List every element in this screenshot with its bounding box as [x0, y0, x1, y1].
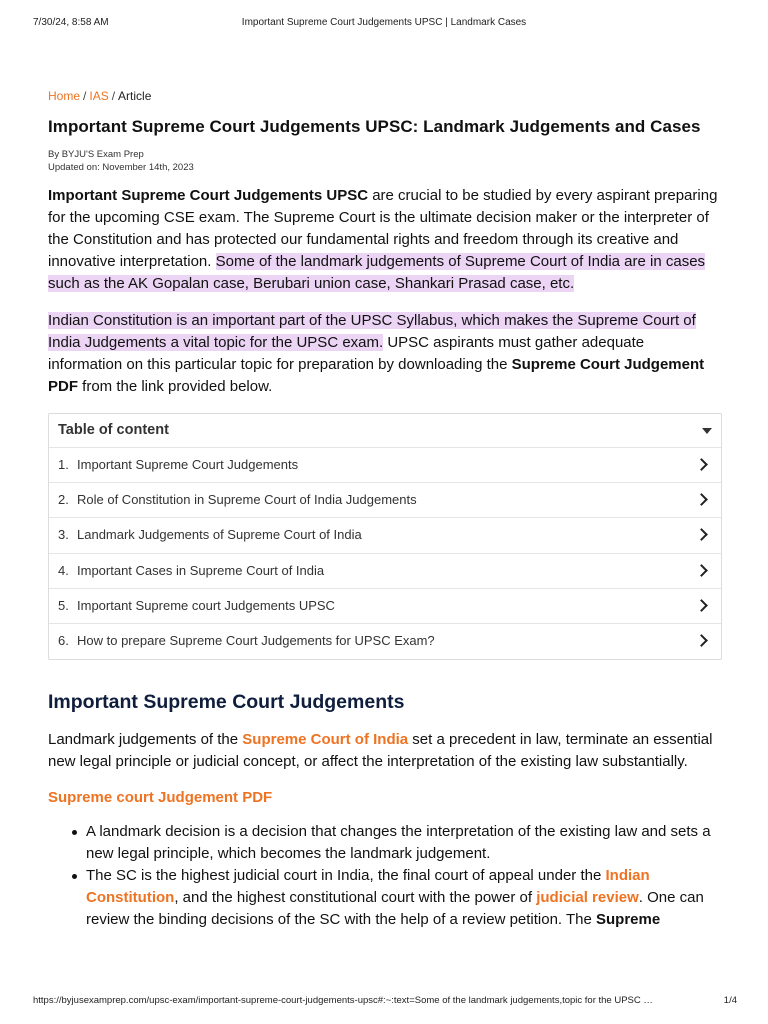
toc-item[interactable]	[49, 448, 721, 483]
toc-header[interactable]	[49, 414, 721, 448]
breadcrumb-separator: /	[111, 89, 116, 103]
intro-paragraph-2	[48, 310, 722, 398]
toc-item[interactable]	[49, 518, 721, 553]
bullet-icon	[72, 830, 77, 835]
bullet-bold-text: Supreme	[596, 911, 661, 929]
print-footer	[0, 995, 768, 1009]
print-date: 7/30/24, 8:58 AM	[33, 17, 109, 28]
print-header	[0, 17, 768, 31]
bullet-text: . One can review the binding decisions of the SC with the help of a review petition. The	[86, 889, 704, 929]
pdf-bold-term: Supreme Court Judgement PDF	[48, 356, 705, 395]
intro-bold-term: Important Supreme Court Judgements UPSC	[48, 187, 369, 204]
toc-item[interactable]	[49, 589, 721, 624]
intro-text: UPSC aspirants must gather adequate information on this particular topic for preparation by downloading the	[48, 334, 645, 373]
section-paragraph	[48, 729, 722, 773]
chevron-right-icon[interactable]	[695, 458, 708, 471]
intro-text-end: from the link provided below.	[78, 378, 273, 395]
chevron-right-icon[interactable]	[695, 529, 708, 542]
bullet-icon	[72, 874, 77, 879]
breadcrumb-ias-link[interactable]: IAS	[89, 89, 109, 103]
toc-item-number: 1.	[58, 457, 69, 472]
judicial-review-link[interactable]: judicial review	[536, 889, 639, 907]
toc-item-number: 6.	[58, 632, 69, 648]
article-meta	[48, 148, 722, 174]
toc-item-label[interactable]: Role of Constitution in Supreme Court of India Judgements	[77, 492, 417, 508]
breadcrumb-separator: /	[83, 89, 87, 103]
list-item	[86, 865, 722, 931]
list-item	[86, 821, 722, 865]
toc-item-label[interactable]: How to prepare Supreme Court Judgements for UPSC Exam?	[77, 632, 435, 648]
toc-item-number: 4.	[58, 562, 69, 578]
toc-item-number: 3.	[58, 527, 69, 543]
bullet-list	[48, 821, 722, 931]
article-author: By BYJU'S Exam Prep	[48, 149, 144, 160]
toc-item-number: 2.	[58, 492, 69, 508]
toc-item[interactable]	[49, 554, 721, 589]
section-text: Landmark judgements of the	[48, 731, 243, 749]
toc-title: Table of content	[58, 422, 169, 438]
toc-item[interactable]	[49, 483, 721, 518]
toc-item-number: 5.	[58, 597, 69, 613]
intro-text: are crucial to be studied by every aspirant preparing for the upcoming CSE exam. The Supreme Court is the ultimate decision maker or the interpreter of the Constitution and has protected our fundamental rights and freedom through its creative and innovative interpretation.	[48, 187, 718, 270]
chevron-right-icon[interactable]	[695, 493, 708, 506]
print-page-title: Important Supreme Court Judgements UPSC | Landmark Cases	[241, 17, 527, 28]
chevron-right-icon[interactable]	[695, 634, 708, 647]
toc-item-label[interactable]: Important Supreme Court Judgements	[77, 457, 299, 472]
toc-item-label[interactable]: Important Supreme court Judgements UPSC	[77, 597, 335, 613]
article-title: Important Supreme Court Judgements UPSC: Landmark Judgements and Cases	[48, 117, 701, 136]
pdf-download-link[interactable]: Supreme court Judgement PDF	[48, 789, 273, 807]
highlighted-text: Indian Constitution is an important part of the UPSC Syllabus, which makes the Supreme Court of India Judgements a vital topic for the UPSC exam.	[48, 312, 696, 351]
section-title: Important Supreme Court Judgements	[48, 691, 405, 714]
section-text: set a precedent in law, terminate an essential new legal principle or judicial concept, or affect the interpretation of the existing law substantially.	[48, 731, 713, 771]
bullet-text: , and the highest constitutional court with the power of	[174, 889, 537, 907]
toc-item-label[interactable]: Important Cases in Supreme Court of India	[77, 562, 325, 578]
bullet-text: The SC is the highest judicial court in India, the final court of appeal under the	[86, 867, 606, 885]
intro-paragraph-1	[48, 185, 722, 295]
print-url: https://byjusexamprep.com/upsc-exam/important-supreme-court-judgements-upsc#:~:text=Some of the landmark judgements,topic for the UPSC …	[33, 995, 653, 1006]
toc-item-label[interactable]: Landmark Judgements of Supreme Court of India	[77, 527, 362, 543]
chevron-right-icon[interactable]	[695, 599, 708, 612]
table-of-content	[48, 413, 722, 660]
article-updated-date: Updated on: November 14th, 2023	[48, 162, 194, 173]
toc-item[interactable]	[49, 624, 721, 659]
chevron-right-icon[interactable]	[695, 564, 708, 577]
indian-constitution-link[interactable]: Indian Constitution	[86, 867, 650, 907]
caret-down-icon[interactable]	[702, 428, 712, 434]
breadcrumb-home-link[interactable]: Home	[48, 89, 81, 103]
supreme-court-link[interactable]: Supreme Court of India	[242, 731, 409, 749]
breadcrumb-current: Article	[118, 89, 152, 103]
breadcrumb	[48, 88, 722, 104]
article-content	[48, 88, 722, 931]
print-page-number: 1/4	[723, 995, 737, 1006]
highlighted-text: Some of the landmark judgements of Supreme Court of India are in cases such as the AK Gopalan case, Berubari union case, Shankari Prasad case, etc.	[48, 253, 706, 292]
bullet-text: A landmark decision is a decision that changes the interpretation of the existing law and sets a new legal principle, which becomes the landmark judgement.	[86, 823, 711, 863]
